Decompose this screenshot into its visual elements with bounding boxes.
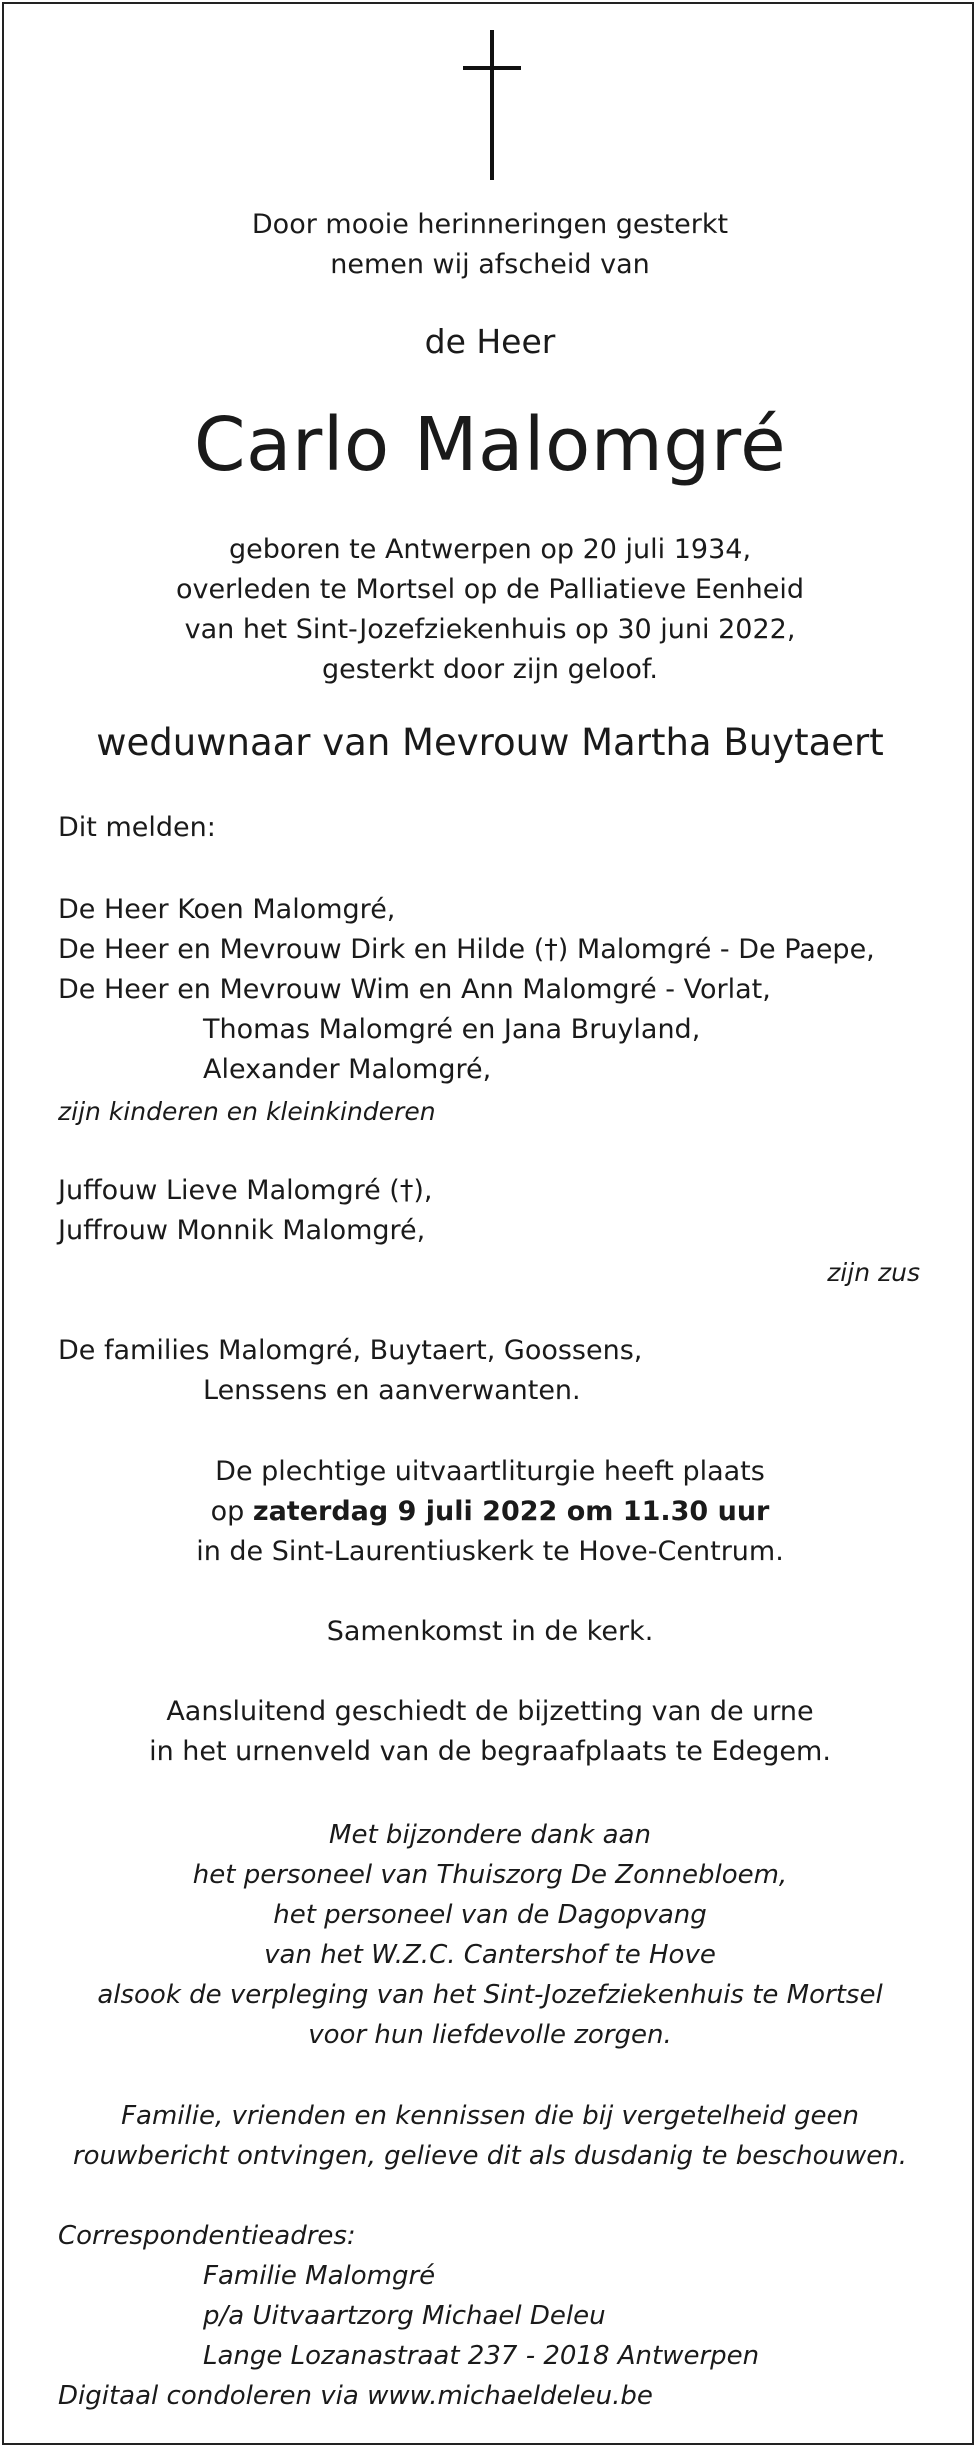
bio-line-2: overleden te Mortsel op de Palliatieve Eenheid <box>175 574 805 605</box>
grandchild-line-2: Alexander Malomgré, <box>203 1054 492 1085</box>
sister-line-1: Juffouw Lieve Malomgré (†), <box>58 1175 433 1206</box>
honorific: de Heer <box>424 322 556 361</box>
families-line-2: Lenssens en aanverwanten. <box>203 1375 581 1406</box>
correspondence-line-3: Lange Lozanastraat 237 - 2018 Antwerpen <box>203 2341 760 2371</box>
deceased-name: Carlo Malomgré <box>193 402 787 488</box>
correspondence-line-2: p/a Uitvaartzorg Michael Deleu <box>203 2301 606 2331</box>
sisters-relation: zijn zus <box>827 1258 920 1287</box>
intro-line-1: Door mooie herinneringen gesterkt <box>251 209 729 240</box>
ceremony-line-2: op zaterdag 9 juli 2022 om 11.30 uur <box>210 1496 770 1527</box>
child-line-1: De Heer Koen Malomgré, <box>58 894 396 925</box>
notice-line-2: rouwbericht ontvingen, gelieve dit als dusdanig te beschouwen. <box>72 2141 907 2171</box>
child-line-3: De Heer en Mevrouw Wim en Ann Malomgré - Vorlat, <box>58 974 771 1005</box>
burial-line-1: Aansluitend geschiedt de bijzetting van de urne <box>166 1696 814 1727</box>
correspondence-line-1: Familie Malomgré <box>203 2261 436 2291</box>
online-condolence: Digitaal condoleren via www.michaeldeleu.be <box>58 2381 653 2411</box>
thanks-line-6: voor hun liefdevolle zorgen. <box>308 2020 672 2050</box>
thanks-line-3: het personeel van de Dagopvang <box>273 1900 707 1930</box>
child-line-2: De Heer en Mevrouw Dirk en Hilde (†) Malomgré - De Paepe, <box>58 934 875 965</box>
ceremony-line-3: in de Sint-Laurentiuskerk te Hove-Centrum. <box>196 1536 784 1567</box>
gathering-line: Samenkomst in de kerk. <box>326 1616 654 1647</box>
thanks-line-5: alsook de verpleging van het Sint-Jozefziekenhuis te Mortsel <box>97 1980 883 2010</box>
bio-line-3: van het Sint-Jozefziekenhuis op 30 juni 2022, <box>184 614 796 645</box>
correspondence-label: Correspondentieadres: <box>58 2221 356 2251</box>
thanks-line-2: het personeel van Thuiszorg De Zonnebloem, <box>192 1860 788 1890</box>
children-relation: zijn kinderen en kleinkinderen <box>58 1097 436 1126</box>
notice-line-1: Familie, vrienden en kennissen die bij vergetelheid geen <box>121 2101 859 2131</box>
bio-line-1: geboren te Antwerpen op 20 juli 1934, <box>228 534 752 565</box>
families-line-1: De families Malomgré, Buytaert, Goossens, <box>58 1335 643 1366</box>
ceremony-date: zaterdag 9 juli 2022 om 11.30 uur <box>252 1496 770 1527</box>
grandchild-line-1: Thomas Malomgré en Jana Bruyland, <box>203 1014 701 1045</box>
sister-line-2: Juffrouw Monnik Malomgré, <box>58 1215 426 1246</box>
burial-line-2: in het urnenveld van de begraafplaats te Edegem. <box>149 1736 831 1767</box>
intro-line-2: nemen wij afscheid van <box>330 249 650 280</box>
widower-line: weduwnaar van Mevrouw Martha Buytaert <box>96 721 884 764</box>
ceremony-line-1: De plechtige uitvaartliturgie heeft plaats <box>215 1456 765 1487</box>
thanks-line-1: Met bijzondere dank aan <box>329 1820 651 1850</box>
cross-icon <box>463 30 521 180</box>
thanks-line-4: van het W.Z.C. Cantershof te Hove <box>264 1940 716 1970</box>
bio-line-4: gesterkt door zijn geloof. <box>321 654 659 685</box>
announce-label: Dit melden: <box>58 812 216 843</box>
